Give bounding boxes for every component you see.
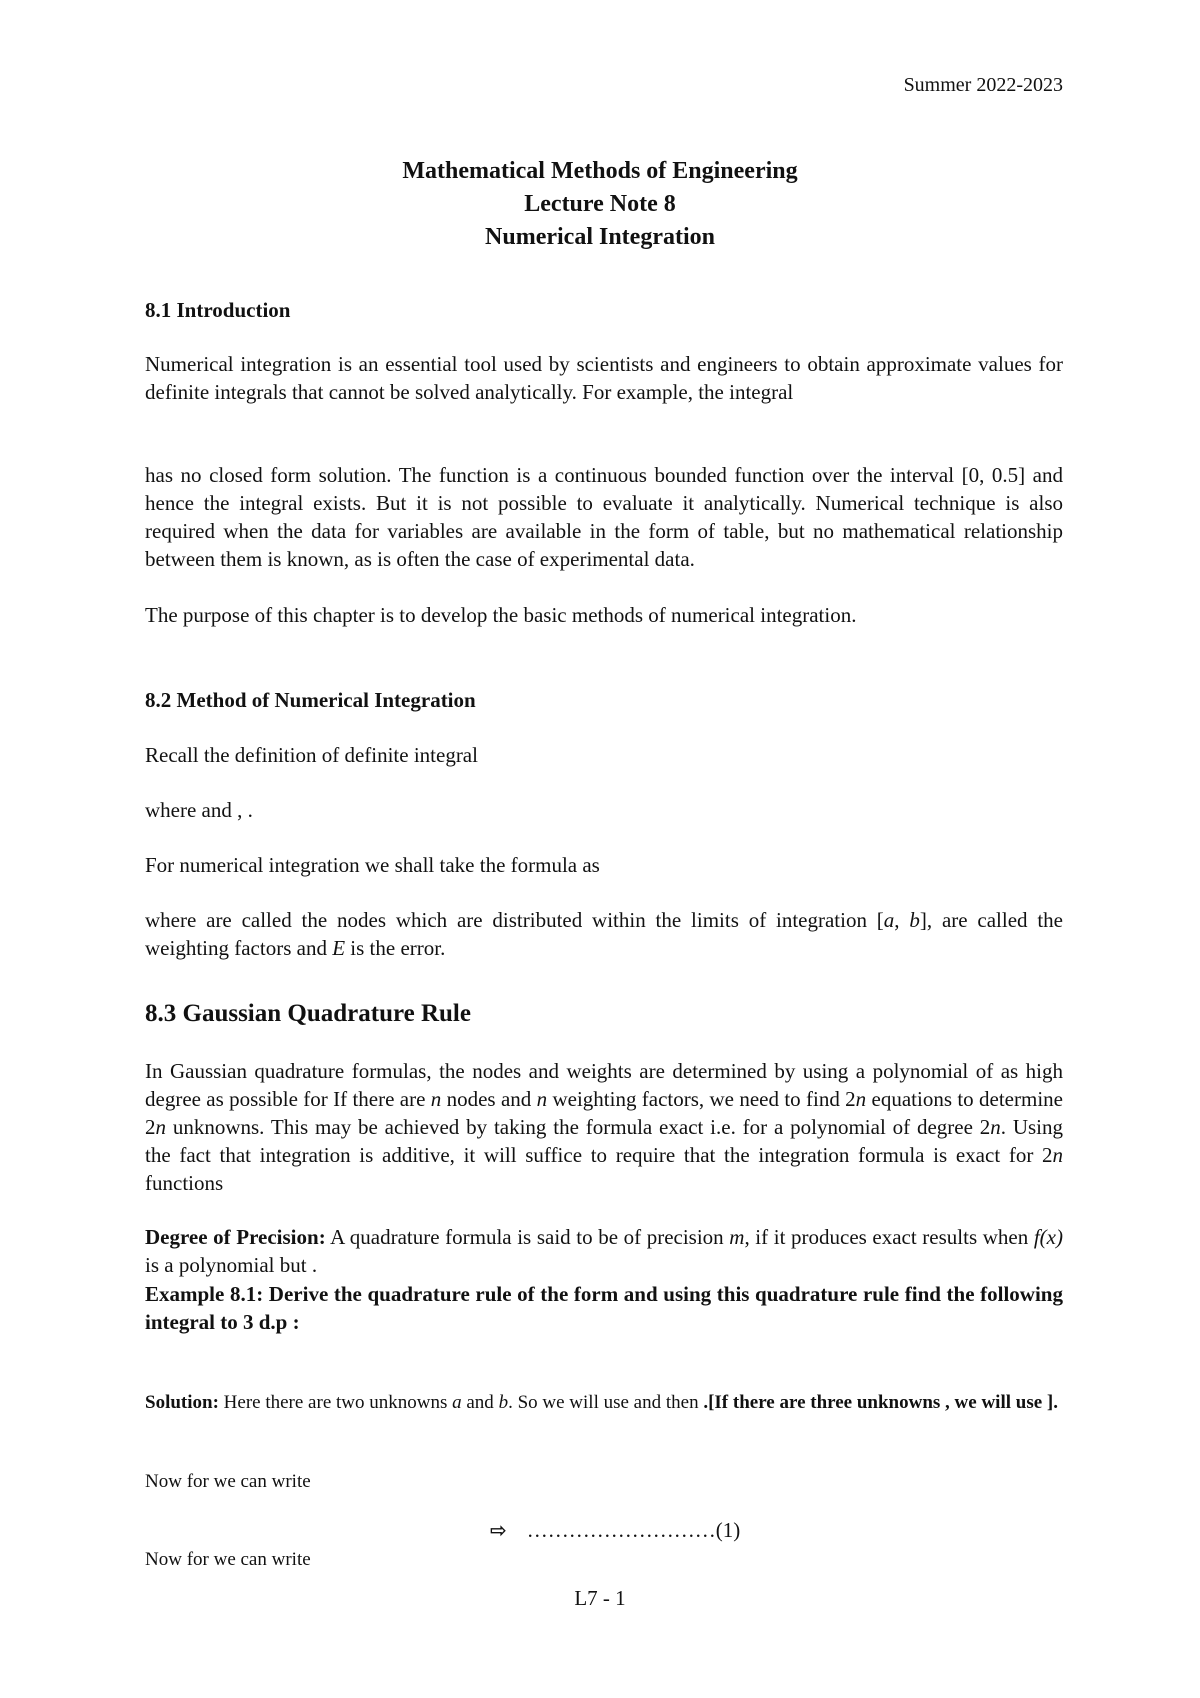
var-n: n	[990, 1115, 1001, 1139]
course-title: Mathematical Methods of Engineering	[402, 158, 798, 184]
var-m: m	[729, 1225, 745, 1249]
solution-text-c: . So we will use and then	[508, 1392, 704, 1413]
intro-paragraph-1: Numerical integration is an essential tool used by scientists and engineers to obtain approximate values for definite integrals that cannot be solved analytically. For example, the integral	[145, 352, 1063, 404]
page-footer: L7 - 1	[574, 1586, 626, 1610]
nodes-text-2: ], are called the weighting factors and	[145, 908, 1064, 960]
nodes-comma: ,	[894, 908, 910, 932]
lecture-number: Lecture Note 8	[524, 191, 676, 217]
now-for-line-2: Now for we can write	[145, 1549, 311, 1570]
now-for-line-1: Now for we can write	[145, 1471, 311, 1492]
var-n: n	[536, 1087, 548, 1111]
dop-text-c: is a polynomial but .	[145, 1253, 318, 1277]
intro-paragraph-3: The purpose of this chapter is to develop the basic methods of numerical integration.	[145, 603, 857, 627]
nodes-text-1: where are called the nodes which are distributed within the limits of integration [	[145, 908, 884, 932]
var-b: b	[498, 1392, 509, 1413]
dop-text-b: , if it produces exact results when	[744, 1225, 1034, 1249]
equation-1-label: ………………………(1)	[526, 1518, 741, 1542]
gq-text-c: weighting factors, we need to find 2	[547, 1087, 856, 1111]
var-b: b	[909, 908, 920, 932]
section-8-3-heading: 8.3 Gaussian Quadrature Rule	[145, 1000, 471, 1027]
var-n: n	[155, 1115, 166, 1139]
document-title	[0, 155, 1200, 254]
var-fx: f(x)	[1033, 1225, 1063, 1249]
solution-paragraph	[145, 1389, 1063, 1417]
gq-text-g: functions	[145, 1171, 224, 1195]
dop-text-a: A quadrature formula is said to be of precision	[325, 1225, 730, 1249]
gq-text-f: . Using the fact that integration is additive, it will suffice to require that the integration formula is exact for 2	[145, 1115, 1063, 1167]
lecture-topic: Numerical Integration	[485, 224, 715, 250]
gq-text-e: unknowns. This may be achieved by taking the formula exact i.e. for a polynomial of degree 2	[166, 1115, 991, 1139]
where-line: where and , .	[145, 798, 253, 822]
solution-text-b: and	[461, 1392, 499, 1413]
intro-paragraph-2: has no closed form solution. The function is a continuous bounded function over the interval [0, 0.5] and hence the integral exists. But it is not possible to evaluate it analytically. Numerical technique is also required when the data for variables are available in the form of table, but no mathematical relationship between them is known, as is often the case of experimental data.	[145, 463, 1063, 571]
var-a: a	[883, 908, 895, 932]
solution-note: .[If there are three unknowns , we will use ].	[703, 1392, 1058, 1413]
nodes-text-3: is the error.	[345, 936, 446, 960]
definite-integral-recall: Recall the definition of definite integral	[145, 743, 478, 767]
nodes-paragraph	[145, 906, 1063, 962]
example-8-1: Example 8.1: Derive the quadrature rule of the form and using this quadrature rule find the following integral to 3 d.p :	[145, 1282, 1063, 1334]
gaussian-paragraph	[145, 1057, 1063, 1197]
gq-text-a: In Gaussian quadrature formulas, the nodes and weights are determined by using a polynomial of as high degree as possible for If there are	[145, 1059, 1063, 1111]
equation-1-line	[490, 1518, 740, 1543]
gq-text-b: nodes and	[441, 1087, 537, 1111]
var-n: n	[430, 1087, 442, 1111]
var-n: n	[855, 1087, 867, 1111]
var-a: a	[452, 1392, 462, 1413]
section-8-2-heading: 8.2 Method of Numerical Integration	[145, 688, 476, 712]
var-E: E	[332, 936, 346, 960]
implies-arrow-icon: ⇨	[490, 1518, 507, 1542]
solution-label: Solution:	[145, 1392, 219, 1413]
dop-label: Degree of Precision:	[145, 1225, 326, 1249]
formula-intro: For numerical integration we shall take the formula as	[145, 853, 600, 877]
degree-of-precision	[145, 1223, 1063, 1279]
var-n: n	[1052, 1143, 1063, 1167]
gq-text-d: equations to determine 2	[145, 1087, 1063, 1139]
term-header: Summer 2022-2023	[903, 74, 1063, 96]
solution-text-a: Here there are two unknowns	[218, 1392, 453, 1413]
section-8-1-heading: 8.1 Introduction	[145, 298, 291, 322]
